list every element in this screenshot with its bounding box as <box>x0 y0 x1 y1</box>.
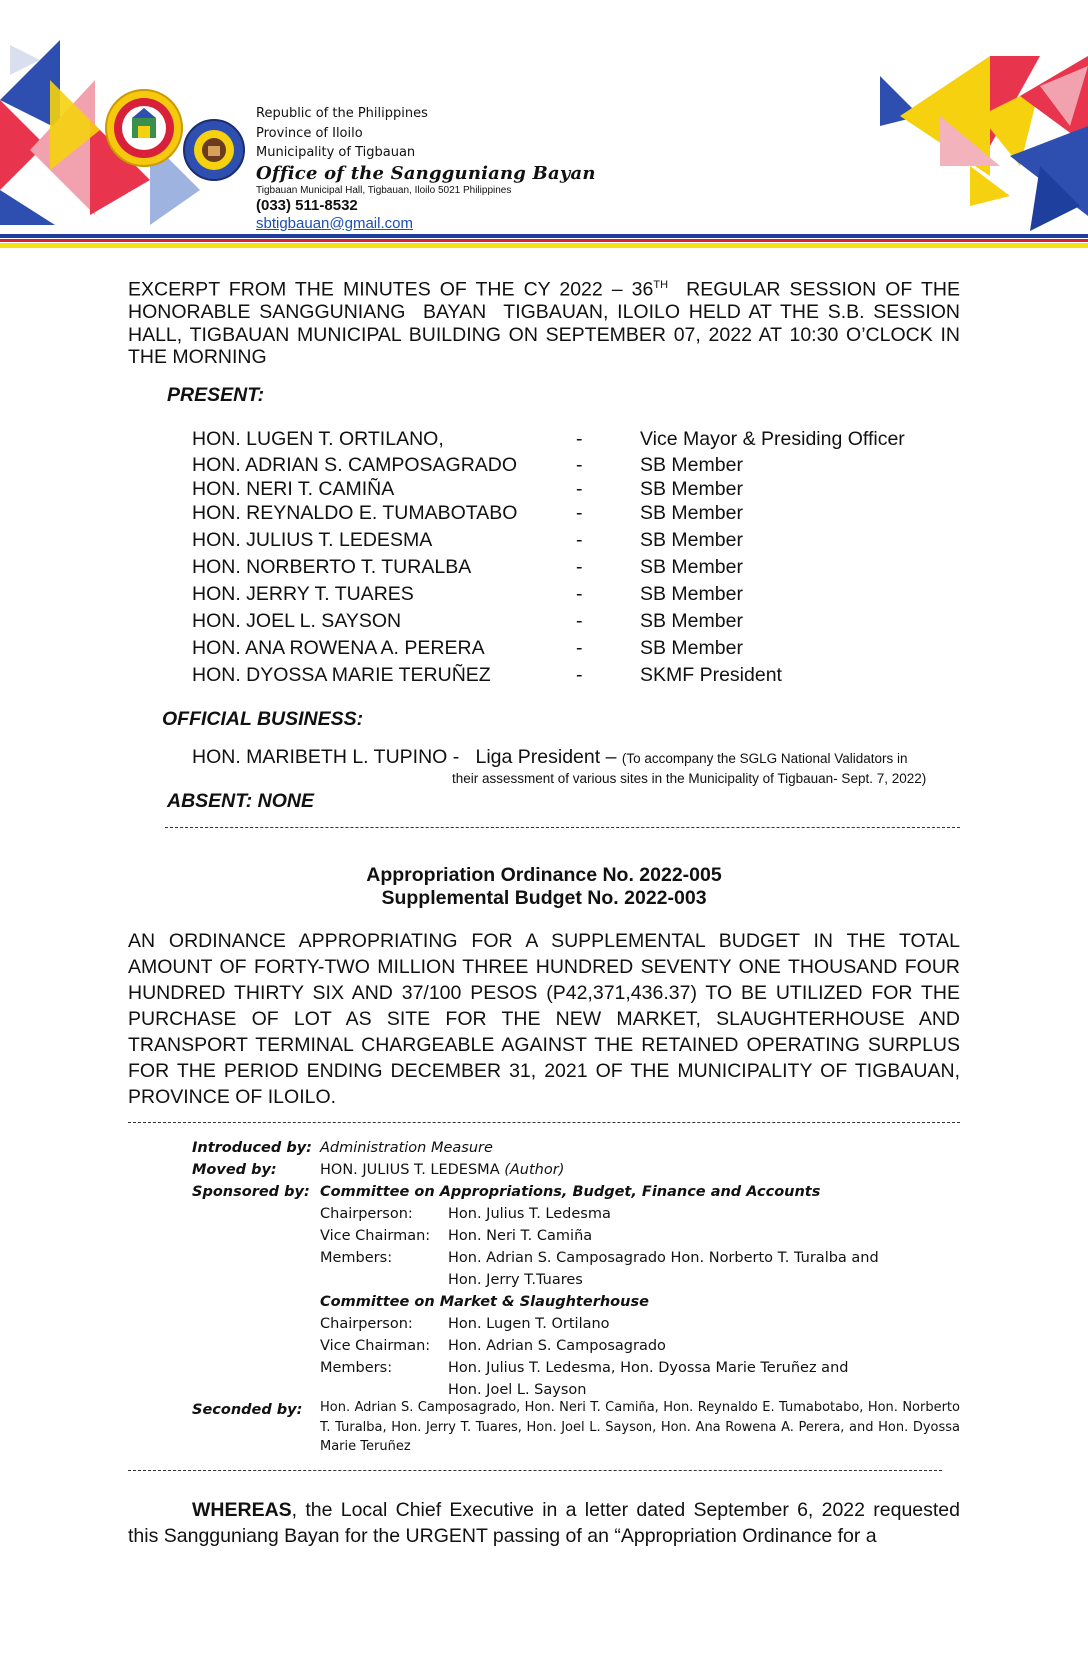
header-stripe-yellow <box>0 243 1088 248</box>
separator-dash: - <box>576 610 583 632</box>
member-name: HON. LUGEN T. ORTILANO, <box>192 428 444 450</box>
committee-market: Committee on Market & Slaughterhouse <box>320 1294 649 1310</box>
municipal-seal-logo <box>104 88 184 168</box>
province-line: Province of Iloilo <box>256 125 363 141</box>
separator-dash: - <box>576 529 583 551</box>
member-role: SKMF President <box>640 664 782 686</box>
attendance-row <box>192 637 952 663</box>
introduced-value: Administration Measure <box>320 1140 493 1156</box>
attendance-row <box>192 556 952 582</box>
absent-label: ABSENT: NONE <box>167 790 314 812</box>
office-address: Tigbauan Municipal Hall, Tigbauan, Iloilo 5021 Philippines <box>256 184 512 196</box>
sangguniang-bayan-seal-logo <box>182 118 246 182</box>
divider <box>165 827 960 828</box>
divider <box>128 1122 960 1123</box>
member-name: HON. NERI T. CAMIÑA <box>192 478 395 500</box>
attendance-row <box>192 610 952 636</box>
letterhead-text <box>256 104 596 233</box>
ordinance-title <box>128 864 960 910</box>
committee2-vice-label: Vice Chairman: <box>320 1338 431 1354</box>
official-business-name: HON. MARIBETH L. TUPINO - Liga President – <box>192 746 622 768</box>
member-name: HON. ANA ROWENA A. PERERA <box>192 637 485 659</box>
right-triangle-decoration <box>840 56 1088 236</box>
member-name: HON. REYNALDO E. TUMABOTABO <box>192 502 518 524</box>
member-name: HON. JOEL L. SAYSON <box>192 610 402 632</box>
committee2-chair-label: Chairperson: <box>320 1316 413 1332</box>
official-business-note: (To accompany the SGLG National Validators in <box>621 751 908 766</box>
member-role: SB Member <box>640 454 743 476</box>
seconded-value: Hon. Adrian S. Camposagrado, Hon. Neri T. Camiña, Hon. Reynaldo E. Tumabotabo, Hon. Norberto T. Turalba, Hon. Jerry T. Tuares, Hon. Joel L. Sayson, Hon. Ana Rowena A. Perera, and Hon. Dyossa Marie Teruñez <box>320 1400 960 1454</box>
official-business-entry <box>192 746 908 769</box>
introduced-label: Introduced by: <box>192 1140 312 1156</box>
separator-dash: - <box>576 556 583 578</box>
moved-label: Moved by: <box>192 1162 277 1178</box>
moved-value: HON. JULIUS T. LEDESMA (Author) <box>320 1162 565 1178</box>
official-business-note-continued: their assessment of various sites in the Municipality of Tigbauan- Sept. 7, 2022) <box>452 771 927 786</box>
committee2-members-label: Members: <box>320 1360 393 1376</box>
separator-dash: - <box>576 664 583 686</box>
header-stripe-red <box>0 239 1088 242</box>
member-name: HON. DYOSSA MARIE TERUÑEZ <box>192 664 491 686</box>
committee1-vice: Hon. Neri T. Camiña <box>448 1228 593 1244</box>
divider <box>128 1470 942 1471</box>
member-role: Vice Mayor & Presiding Officer <box>640 428 905 450</box>
official-business-label: OFFICIAL BUSINESS: <box>162 708 364 730</box>
supplemental-budget-number: Supplemental Budget No. 2022-003 <box>381 887 707 909</box>
office-phone: (033) 511-8532 <box>256 196 358 214</box>
committee1-members-label: Members: <box>320 1250 393 1266</box>
member-role: SB Member <box>640 556 743 578</box>
committee1-members-cont: Hon. Jerry T.Tuares <box>448 1272 583 1288</box>
committee1-chair-label: Chairperson: <box>320 1206 413 1222</box>
committee1-chair: Hon. Julius T. Ledesma <box>448 1206 611 1222</box>
attendance-row <box>192 664 952 690</box>
office-email-link[interactable]: sbtigbauan@gmail.com <box>256 214 413 232</box>
committee2-chair: Hon. Lugen T. Ortilano <box>448 1316 610 1332</box>
member-role: SB Member <box>640 637 743 659</box>
present-label: PRESENT: <box>167 384 265 406</box>
member-name: HON. JERRY T. TUARES <box>192 583 414 605</box>
separator-dash: - <box>576 454 583 476</box>
attendance-row <box>192 502 952 528</box>
ordinance-number: Appropriation Ordinance No. 2022-005 <box>366 864 722 886</box>
header-stripe-blue <box>0 234 1088 238</box>
attendance-row <box>192 454 952 480</box>
whereas-paragraph: WHEREAS, the Local Chief Executive in a letter dated September 6, 2022 requested this Sangguniang Bayan for the URGENT passing of an “Appropriation Ordinance for a <box>128 1499 960 1547</box>
member-role: SB Member <box>640 583 743 605</box>
attendance-row <box>192 428 952 454</box>
member-role: SB Member <box>640 502 743 524</box>
sponsored-label: Sponsored by: <box>192 1184 310 1200</box>
letterhead <box>0 0 1088 260</box>
member-role: SB Member <box>640 478 743 500</box>
member-role: SB Member <box>640 610 743 632</box>
committee2-members-cont: Hon. Joel L. Sayson <box>448 1382 587 1398</box>
member-role: SB Member <box>640 529 743 551</box>
separator-dash: - <box>576 502 583 524</box>
attendance-row <box>192 478 952 504</box>
separator-dash: - <box>576 478 583 500</box>
office-name: Office of the Sangguniang Bayan <box>256 162 596 184</box>
committee2-members: Hon. Julius T. Ledesma, Hon. Dyossa Marie Teruñez and <box>448 1360 849 1376</box>
attendance-row <box>192 583 952 609</box>
municipality-line: Municipality of Tigbauan <box>256 145 416 160</box>
committee-appropriations: Committee on Appropriations, Budget, Finance and Accounts <box>320 1184 821 1200</box>
republic-line: Republic of the Philippines <box>256 106 428 121</box>
separator-dash: - <box>576 637 583 659</box>
attendance-row <box>192 529 952 555</box>
committee1-members: Hon. Adrian S. Camposagrado Hon. Norberto T. Turalba and <box>448 1250 879 1266</box>
committee1-vice-label: Vice Chairman: <box>320 1228 431 1244</box>
excerpt-heading: EXCERPT FROM THE MINUTES OF THE CY 2022 – 36TH REGULAR SESSION OF THE HONORABLE SANGGUNIANG BAYAN TIGBAUAN, ILOILO HELD AT THE S.B. SESSION HALL, TIGBAUAN MUNICIPAL BUILDING ON SEPTEMBER 07, 2022 AT 10:30 O’CLOCK IN THE MORNING <box>128 278 966 368</box>
separator-dash: - <box>576 428 583 450</box>
separator-dash: - <box>576 583 583 605</box>
committee2-vice: Hon. Adrian S. Camposagrado <box>448 1338 666 1354</box>
member-name: HON. JULIUS T. LEDESMA <box>192 529 433 551</box>
member-name: HON. NORBERTO T. TURALBA <box>192 556 472 578</box>
seconded-label: Seconded by: <box>192 1402 303 1418</box>
member-name: HON. ADRIAN S. CAMPOSAGRADO <box>192 454 518 476</box>
ordinance-text: AN ORDINANCE APPROPRIATING FOR A SUPPLEMENTAL BUDGET IN THE TOTAL AMOUNT OF FORTY-TWO MILLION THREE HUNDRED SEVENTY ONE THOUSAND FOUR HUNDRED THIRTY SIX AND 37/100 PESOS (P42,371,436.37) TO BE UTILIZED FOR THE PURCHASE OF LOT AS SITE FOR THE NEW MARKET, SLAUGHTERHOUSE AND TRANSPORT TERMINAL CHARGEABLE AGAINST THE RETAINED OPERATING SURPLUS FOR THE PERIOD ENDING DECEMBER 31, 2021 OF THE MUNICIPALITY OF TIGBAUAN, PROVINCE OF ILOILO. <box>128 930 960 1108</box>
